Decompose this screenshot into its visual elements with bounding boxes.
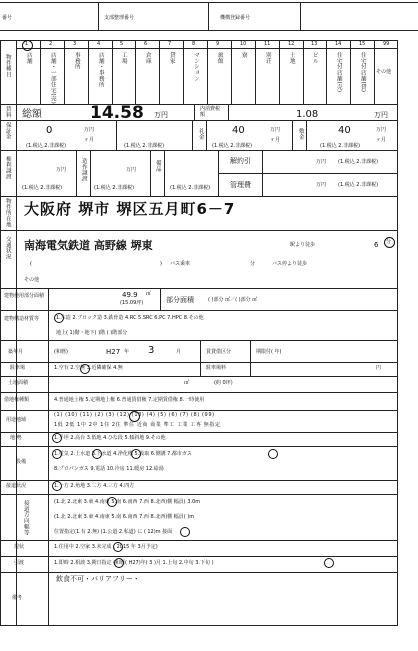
built-year-unit: 年 <box>124 349 130 355</box>
facilities-row2: 8.プロパンガス 9.電話 10.冷房 11.暖房 12.給湯 <box>54 466 164 472</box>
shikikin-note: (1.税込 2.非課税) <box>320 143 361 149</box>
structure-floors: 地上( 1)階・地下( )階 ( )階部分 <box>56 330 128 336</box>
road-contact-label: 接道状況 <box>6 483 27 489</box>
type-number: 6 <box>144 41 148 47</box>
shikikin-months: ヶ月 <box>376 137 387 143</box>
deposit-note: (1.税込 2.非課税) <box>26 143 67 149</box>
transfer-note: (1.税込 2.非課税) <box>22 185 63 191</box>
type-number: 2 <box>49 41 53 47</box>
type-label-4: 工場 <box>120 52 127 64</box>
header-branch-label: 支部整理番号 <box>104 15 135 21</box>
type-label-11: 土地 <box>288 52 295 64</box>
type-number: 7 <box>168 41 172 47</box>
fixture-transfer-label: 造作譲渡 <box>80 158 87 182</box>
rent-unit: 万円 <box>154 111 168 119</box>
type-label-10: 別荘 <box>264 52 271 64</box>
mgmt-fee-value: 万円 <box>316 182 327 188</box>
type-number: 9 <box>216 41 220 47</box>
parking-fee-unit: 円 <box>376 365 382 371</box>
station-walk-label: 駅より徒歩 <box>290 242 316 248</box>
contract-period: 期限付( 年) <box>256 349 282 355</box>
rent-tax-unit: 万円 <box>374 111 388 119</box>
type-label-0: 店舗 <box>25 52 32 64</box>
type-label-15: その他 <box>376 69 392 75</box>
handover-options: 1.即時 2.相談 3.期日指定 (和暦( H27)年( 3 )月 1.上旬 2.中旬 3.下旬 ) <box>54 560 214 566</box>
zoning-label: 用途地域 <box>6 417 27 423</box>
key-money-value: 40 <box>232 125 245 136</box>
bus-ride-label: バス乗車 <box>170 261 191 267</box>
handover-label: 引渡 <box>14 560 25 566</box>
built-era: (和暦) <box>54 349 68 355</box>
road-row2: (1.北 2.北東 3.東 4.南東 5.南 6.南西 7.西 8.北西)側 幅員( )m <box>54 514 195 520</box>
building-area-label: 建物使用部分面積 <box>4 293 45 299</box>
type-label-6: 貸家 <box>168 52 175 64</box>
deposit-months: ヶ月 <box>84 137 95 143</box>
type-label-2: 事務所 <box>73 52 80 70</box>
type-number: 11 <box>264 41 271 47</box>
deposit-label: 保証金 <box>4 122 11 140</box>
bus-walk-label: バス停より徒歩 <box>272 261 308 267</box>
walk-minutes: 6 <box>374 241 379 249</box>
type-label-3: 店舗・事務所 <box>97 52 104 88</box>
type-label-13: 住宅付店舗(売) <box>335 52 342 93</box>
type-number: 4 <box>97 41 101 47</box>
header-registry-label: 機構登録番号 <box>220 15 251 21</box>
cancellation-value: 万円 <box>316 159 327 165</box>
deposit-value: 0 <box>46 125 53 136</box>
structure-options: 1.木造 2.ブロック造 3.鉄骨造 4.RC 5.SRC 6.PC 7.HPC 8.その他 <box>56 315 204 321</box>
type-label-9: 寮 <box>240 52 247 58</box>
deposit-unit: 万円 <box>84 127 95 133</box>
bus-minutes-unit: 分 <box>250 261 256 267</box>
terrain-label: 地 勢 <box>10 435 22 441</box>
remarks-text: 飲食不可・バリアフリー・ <box>56 575 140 583</box>
land-rights-label: 借地権種類 <box>4 397 30 403</box>
road-row3: 位置指定(1.有 2.無) (1.公道 2.私道) に ( 12)m 接面 <box>54 529 173 535</box>
mgmt-fee-note: (1.税込 2.非課税) <box>338 182 379 188</box>
header-number-label: 番号 <box>2 15 13 21</box>
transfer-unit: 万円 <box>56 167 67 173</box>
zoning-names: 1低 2低 1中 2中 1住 2住 準住 近商 商業 準工 工業 工専 無指定 <box>54 422 221 428</box>
type-label-12: ビル <box>311 52 318 64</box>
equipment-label: 備品 <box>154 160 161 172</box>
type-number: 1 <box>25 41 29 47</box>
deposit2-note: (1.税込 2.非課税) <box>124 143 165 149</box>
status-options: 1.住用中 2.空家 3.未完成 ( 2015 年 3月予定) <box>54 544 158 550</box>
key-money-label: 礼金 <box>197 128 204 140</box>
traffic-line: 南海電気鉄道 高野線 堺東 <box>24 239 153 252</box>
building-area-value: 49.9 <box>122 291 138 299</box>
type-label-8: 旅館 <box>216 52 223 64</box>
land-area-tsubo: (約 0坪) <box>214 380 233 386</box>
transfer-label: 権利譲渡 <box>4 156 11 180</box>
land-area-unit: ㎡ <box>184 380 190 386</box>
road-contact-options: 1.一方 2.角地 3.二方 4.三方 4.四方 <box>54 483 135 489</box>
part-area-label: 部分面積 <box>166 296 194 304</box>
address-value: 大阪府 堺市 堺区五月町6－7 <box>24 200 236 218</box>
mgmt-fee-label: 管理費 <box>230 181 251 189</box>
type-label-5: 倉庫 <box>144 52 151 64</box>
built-year: H27 <box>106 348 121 356</box>
zoning-numbers: (1) (10) (11) (2) (3) (12) (13) (4) (5) (6) (7) (8) (99) <box>54 412 215 418</box>
key-money-unit: 万円 <box>270 127 281 133</box>
facilities-row1: 1.電気 2.上水道 3.下水道 4.浄化槽 5.汲取 6.側溝 7.都市ガス <box>54 451 192 457</box>
type-label: 物件種目 <box>4 54 11 78</box>
type-number: 3 <box>73 41 77 47</box>
equipment-note: (1.税込 2.非課税) <box>170 185 211 191</box>
structure-label: 建物構造材質等 <box>4 316 40 322</box>
rent-label: 賃料 <box>4 106 11 118</box>
shikikin-label: 敷金 <box>297 128 304 140</box>
traffic-other-label: その他 <box>24 277 40 283</box>
road-row1: (1.北 2.北東 3.東 4.南東 5.南 6.南西 7.西 8.北西)側 幅員( 3.0m <box>54 499 201 505</box>
key-money-note: (1.税込 2.非課税) <box>212 143 253 149</box>
built-label: 築年月 <box>8 349 24 355</box>
type-number: 14 <box>335 41 342 47</box>
fixture-unit: 万円 <box>126 167 137 173</box>
parking-label: 駐車場 <box>10 365 26 371</box>
type-number: 8 <box>192 41 196 47</box>
facilities-label: 設備 <box>16 459 27 465</box>
status-label: 現状 <box>14 544 25 550</box>
land-area-label: 土地面積 <box>8 380 29 386</box>
rent-tax-value: 1.08 <box>296 109 319 120</box>
key-money-months: ヶ月 <box>270 137 281 143</box>
type-number: 10 <box>240 41 247 47</box>
building-area-unit: ㎡ <box>146 291 152 297</box>
type-label-1: 店舗・一部住宅(売) <box>49 52 56 105</box>
rent-tax-label: 内消費税額 <box>200 106 221 118</box>
type-number: 5 <box>120 41 124 47</box>
remarks-label: 備考 <box>12 595 23 601</box>
parking-options: 1.空有 2.空無 3.近隣確保 4.無 <box>54 365 123 371</box>
type-number: 13 <box>311 41 318 47</box>
built-month: 3 <box>148 345 155 356</box>
selected-type-circle <box>22 40 33 51</box>
rent-total-label: 総額 <box>22 109 42 120</box>
type-label-14: 住宅付店舗(貸) <box>359 52 366 93</box>
part-area-text: ( )部分 ㎡／( )部分 ㎡ <box>208 297 258 303</box>
rent-total-value: 14.58 <box>90 103 144 123</box>
contract-type-label: 賃貸借区分 <box>206 349 232 355</box>
minutes-unit: 分 <box>386 239 392 245</box>
address-label: 物件所在地 <box>4 198 11 228</box>
shikikin-unit: 万円 <box>376 127 387 133</box>
traffic-label: 交通状況 <box>4 236 11 260</box>
terrain-options: 1.平坦 2.高台 3.低地 4.ひな段 5.傾斜地 9.その他 <box>54 435 166 441</box>
building-area-tsubo: (15.09坪) <box>120 300 144 306</box>
shikikin-value: 40 <box>338 125 351 136</box>
fixture-note: (1.税込 2.非課税) <box>94 185 135 191</box>
cancellation-label: 解約引 <box>230 157 251 165</box>
type-number: 99 <box>383 41 390 47</box>
land-rights-options: 4.普通地上権 5.定期地上権 6.普通賃借権 7.定期賃借権 8.一時使用 <box>54 397 205 403</box>
built-month-unit: 月 <box>176 349 182 355</box>
type-label-7: マンション <box>192 52 199 82</box>
cancellation-note: (1.税込 2.非課税) <box>338 159 379 165</box>
type-number: 12 <box>288 41 295 47</box>
parking-fee-label: 駐車場料 <box>206 365 227 371</box>
type-number: 15 <box>359 41 366 47</box>
road-direction-label: 接道方向幅等 <box>22 500 29 536</box>
